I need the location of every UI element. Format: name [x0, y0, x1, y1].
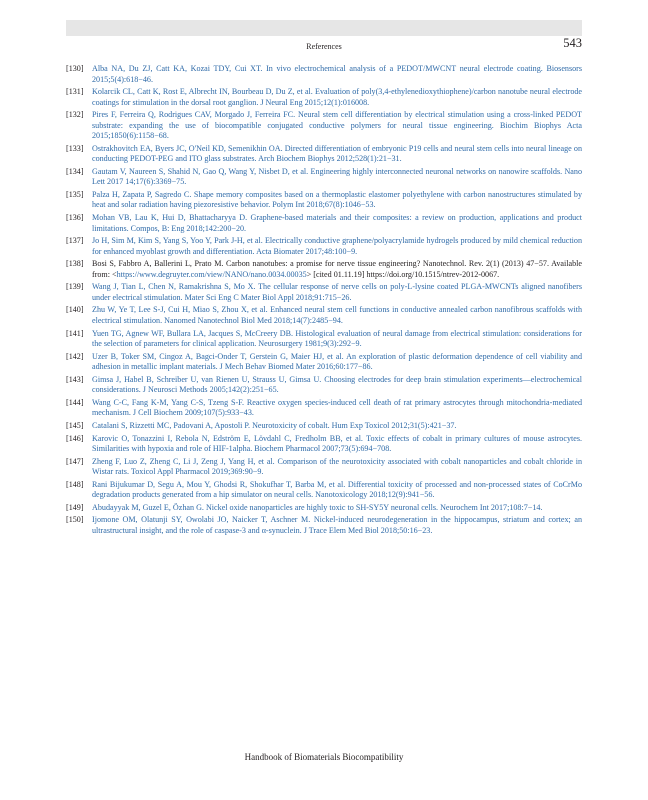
reference-url-link[interactable]: https://www.degruyter.com/view/NANO/nano.0034.00035	[116, 269, 307, 279]
reference-text: Wang J, Tian L, Chen N, Ramakrishna S, Mo X. The cellular response of nerve cells on poly-L-lysine coated PLGA-MWCNTs aligned nanofibers under electrical stimulation. Mater Sci Eng C Mater Biol Appl 2018;91:715−26.	[92, 282, 582, 302]
page-number: 543	[563, 36, 582, 50]
reference-text	[92, 259, 582, 279]
reference-number: [144]	[66, 397, 84, 407]
reference-number: [148]	[66, 479, 84, 489]
reference-number: [136]	[66, 213, 84, 223]
reference-text: Ostrakhovitch EA, Byers JC, O'Neil KD, Semenikhin OA. Directed differentiation of embryonic P19 cells and neural stem cells into neural lineage on conducting PEDOT-PEG and ITO glass substrates. Arch Biochem Biophys 2012;528(1):21−31.	[92, 143, 582, 164]
reference-number: [137]	[66, 236, 84, 246]
reference-number: [141]	[66, 328, 84, 338]
reference-number: [150]	[66, 515, 84, 525]
reference-item[interactable]	[66, 305, 582, 326]
reference-item[interactable]	[66, 190, 582, 211]
reference-text: Rani Bijukumar D, Segu A, Mou Y, Ghodsi R, Shokufhar T, Barba M, et al. Differential toxicity of processed and non-processed states of CoCrMo degradation products generated from a hip simulator on neural cells. Nanotoxicology 2018;12(9):941−56.	[92, 479, 582, 500]
running-title: References	[306, 42, 342, 51]
reference-text: Catalani S, Rizzetti MC, Padovani A, Apostoli P. Neurotoxicity of cobalt. Hum Exp Toxicol 2012;31(5):421−37.	[92, 420, 457, 430]
reference-text: Gimsa J, Habel B, Schreiber U, van Rienen U, Strauss U, Gimsa U. Choosing electrodes for deep brain stimulation experiments—electrochemical considerations. J Neurosci Methods 2005;142(2):251−65.	[92, 374, 582, 395]
reference-item[interactable]	[66, 213, 582, 234]
running-head	[66, 36, 582, 56]
reference-number: [145]	[66, 420, 84, 430]
reference-item[interactable]	[66, 375, 582, 396]
reference-item[interactable]	[66, 434, 582, 455]
reference-item	[66, 259, 582, 280]
reference-text: Pires F, Ferreira Q, Rodrigues CAV, Morgado J, Ferreira FC. Neural stem cell differentiation by electrical stimulation using a cross-linked PEDOT substrate: expanding the use of biocompatible conjugated conductive polymers for neural tissue engineering. Biochim Biophys Acta 2015;1850(6):1158−68.	[92, 110, 582, 141]
reference-text: Karovic O, Tonazzini I, Rebola N, Edström E, Lövdahl C, Fredholm BB, et al. Toxic effects of cobalt in primary cultures of mouse astrocytes. Similarities with hypoxia and role of HIF-1alpha. Biochem Pharmacol 2007;73(5):694−708.	[92, 433, 582, 453]
header-bar	[66, 20, 582, 36]
reference-number: [135]	[66, 189, 84, 199]
reference-item[interactable]	[66, 352, 582, 373]
reference-text: Palza H, Zapata P, Sagredo C. Shape memory composites based on a thermoplastic elastomer polyethylene with carbon nanostructures stimulated by heat and solar radiation having piezoresistive behavior. Polym Int 2018;67(8):1046−53.	[92, 189, 582, 210]
reference-number: [133]	[66, 143, 84, 153]
reference-text: Alba NA, Du ZJ, Catt KA, Kozai TDY, Cui XT. In vivo electrochemical analysis of a PEDOT/MWCNT neural electrode coating. Biosensors 2015;5(4):618−46.	[92, 64, 582, 84]
reference-text: Mohan VB, Lau K, Hui D, Bhattacharyya D. Graphene-based materials and their composites: a review on production, applications and product limitations. Compos, B: Eng 2018;142:200−20.	[92, 213, 582, 233]
reference-text: Kolarcik CL, Catt K, Rost E, Albrecht IN, Bourbeau D, Du Z, et al. Evaluation of poly(3,4-ethylenedioxythiophene)/carbon nanotube neural electrode coatings for stimulation in the dorsal root ganglion. J Neural Eng 2015;12(1):016008.	[92, 87, 582, 107]
reference-number: [130]	[66, 64, 84, 73]
reference-item[interactable]	[66, 144, 582, 165]
reference-text: Yuen TG, Agnew WF, Bullara LA, Jacques S, McCreery DB. Histological evaluation of neural damage from electrical stimulation: considerations for the selection of parameters for clinical application. Neurosurgery 1981;9(3):292−9.	[92, 328, 582, 349]
reference-item[interactable]	[66, 480, 582, 501]
reference-item[interactable]	[66, 329, 582, 350]
reference-item[interactable]	[66, 87, 582, 108]
reference-number: [139]	[66, 282, 84, 292]
reference-text: Jo H, Sim M, Kim S, Yang S, Yoo Y, Park J-H, et al. Electrically conductive graphene/polyacrylamide hydrogels produced by mild chemical reduction for enhanced myoblast growth and differentiation. Acta Biomater 2017;48:100−9.	[92, 236, 582, 256]
reference-text-after: > [cited 01.11.19] https://doi.org/10.1515/ntrev-2012-0067.	[306, 269, 500, 279]
reference-number: [143]	[66, 374, 84, 384]
reference-number: [132]	[66, 110, 84, 120]
reference-number: [146]	[66, 433, 84, 443]
reference-item[interactable]	[66, 515, 582, 536]
reference-list	[66, 64, 582, 538]
reference-item[interactable]	[66, 398, 582, 419]
reference-text: Abudayyak M, Guzel E, Özhan G. Nickel oxide nanoparticles are highly toxic to SH-SY5Y neuronal cells. Neurochem Int 2017;108:7−14.	[92, 502, 543, 512]
book-title-footer: Handbook of Biomaterials Biocompatibility	[244, 752, 404, 762]
reference-item[interactable]	[66, 110, 582, 142]
reference-number: [140]	[66, 305, 84, 315]
reference-number: [149]	[66, 502, 84, 512]
reference-item[interactable]	[66, 457, 582, 478]
reference-item[interactable]	[66, 503, 582, 514]
reference-text: Uzer B, Toker SM, Cingoz A, Bagci-Onder T, Gerstein G, Maier HJ, et al. An exploration of plastic deformation dependence of cell viability and adhesion in metallic implant materials. J Mech Behav Biomed Mater 2016;60:177−86.	[92, 351, 582, 372]
reference-text: Wang C-C, Fang K-M, Yang C-S, Tzeng S-F. Reactive oxygen species-induced cell death of rat primary astrocytes through mitochondria-mediated mechanism. J Cell Biochem 2009;107(5):933−43.	[92, 397, 582, 418]
reference-text: Ijomone OM, Olatunji SY, Owolabi JO, Naicker T, Aschner M. Nickel-induced neurodegeneration in the hippocampus, striatum and cortex; an ultrastructural insight, and the role of caspase-3 and α-synuclein. J Trace Elem Med Biol 2018;50:16−23.	[92, 515, 582, 535]
reference-item[interactable]	[66, 282, 582, 303]
reference-number: [138]	[66, 259, 84, 269]
reference-number: [147]	[66, 456, 84, 466]
reference-item[interactable]	[66, 64, 582, 85]
reference-item[interactable]	[66, 167, 582, 188]
reference-number: [142]	[66, 351, 84, 361]
reference-text-before: Bosi S, Fabbro A, Ballerini L, Prato M. Carbon nanotubes: a promise for nerve tissue engineering? Nanotechnol. Rev. 2(1) (2013) 47−57. Available from: <	[92, 259, 582, 279]
reference-text: Zhu W, Ye T, Lee S-J, Cui H, Miao S, Zhou X, et al. Enhanced neural stem cell functions in conductive annealed carbon nanofibrous scaffolds with electrical stimulation. Nanomed Nanotechnol Biol Med 2018;14(7):2485−94.	[92, 305, 582, 325]
reference-number: [134]	[66, 166, 84, 176]
reference-text: Gautam V, Naureen S, Shahid N, Gao Q, Wang Y, Nisbet D, et al. Engineering highly interconnected neuronal networks on nanowire scaffolds. Nano Lett 2017 14;17(6):3369−75.	[92, 166, 582, 187]
reference-item[interactable]	[66, 236, 582, 257]
reference-text: Zheng F, Luo Z, Zheng C, Li J, Zeng J, Yang H, et al. Comparison of the neurotoxicity associated with cobalt nanoparticles and cobalt chloride in Wistar rats. Toxicol Appl Pharmacol 2019;369:90−9.	[92, 456, 582, 477]
reference-number: [131]	[66, 87, 84, 97]
reference-item[interactable]	[66, 421, 582, 432]
